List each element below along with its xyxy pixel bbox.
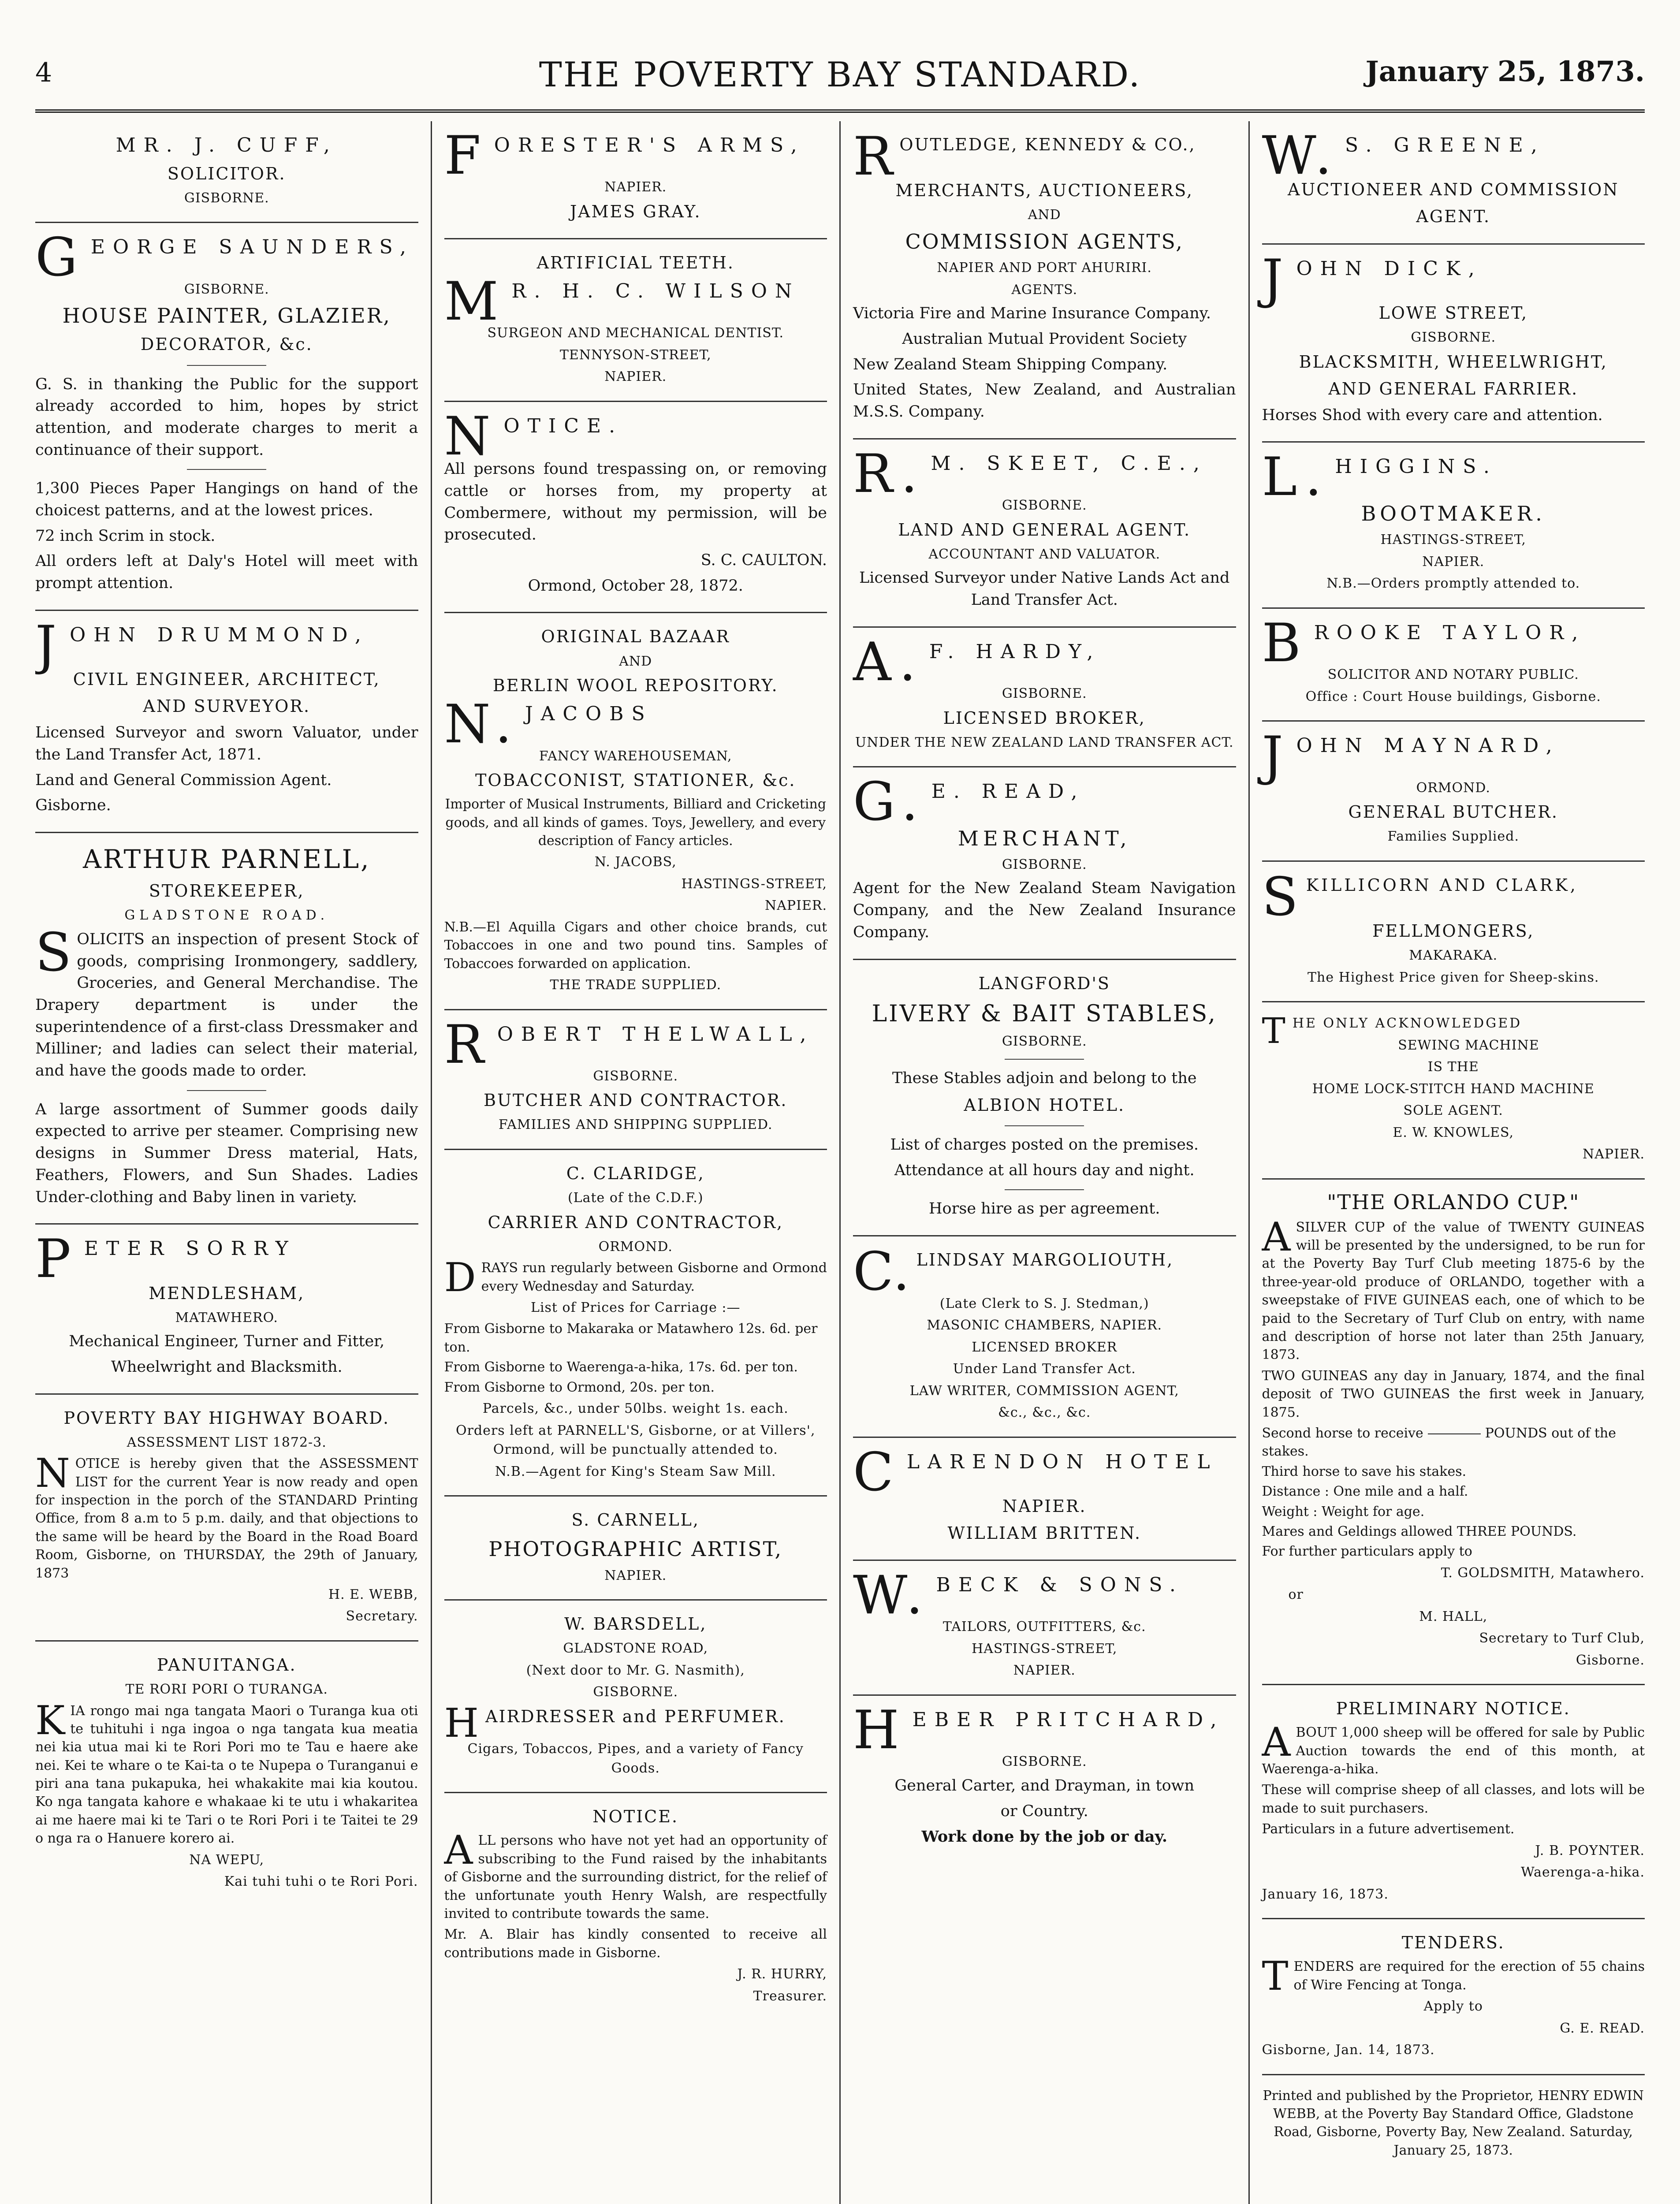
ad-role: AND SURVEYOR. [143,696,311,716]
ad-role: GENERAL BUTCHER. [1348,802,1558,822]
ad-owner: WILLIAM BRITTEN. [947,1523,1142,1543]
column-1 [35,121,431,2204]
divider [187,1090,266,1091]
ad-role: General Carter, and Drayman, in town [894,1776,1195,1794]
ad-saunders [35,223,418,611]
ad-name: HIGGINS. [1335,455,1497,478]
ad-initial: J [1262,248,1291,310]
ad-trade: Wheelwright and Blacksmith. [111,1358,343,1376]
ad-signature: G. E. READ. [1560,2020,1645,2036]
ad-role: STOREKEEPER, [149,881,305,901]
ad-role: CIVIL ENGINEER, ARCHITECT, [73,670,380,689]
ad-act: UNDER THE NEW ZEALAND LAND TRANSFER ACT. [855,734,1234,750]
ad-name: E. W. KNOWLES, [1393,1124,1514,1140]
ad-initial: N [35,1450,70,1497]
ad-title: PANUITANGA. [156,1655,297,1675]
ad-text: TWO GUINEAS any day in January, 1874, and the final deposit of TWO GUINEAS the first week in January, 1875. [1262,1368,1645,1420]
ad-agency: Victoria Fire and Marine Insurance Company. [853,305,1211,323]
ad-place: GISBORNE. [1411,330,1496,346]
ad-text: Parcels, &c., under 50lbs. weight 1s. each. [482,1401,789,1417]
ad-title: PRELIMINARY NOTICE. [1336,1699,1571,1719]
ad-heading: BERLIN WOOL REPOSITORY. [492,676,779,696]
ad-role: LICENSED BROKER, [943,708,1146,728]
ad-initial: A [1262,1719,1291,1766]
ad-role: BUTCHER AND CONTRACTOR. [484,1091,788,1110]
ad-skillicorn-clark [1262,862,1645,1002]
ad-etc: &c., &c., &c. [998,1405,1091,1421]
ad-place: ORMOND. [598,1239,673,1255]
ad-near: (Next door to Mr. G. Nasmith), [526,1662,745,1678]
ad-name: S. GREENE, [1345,134,1545,156]
ad-text: Second horse to receive [1262,1425,1423,1441]
ad-initial: N [444,406,499,467]
ad-signature: N. JACOBS, [594,854,677,870]
ad-supply: FAMILIES AND SHIPPING SUPPLIED. [498,1117,773,1133]
ad-place: GISBORNE. [184,190,269,206]
divider [187,469,266,470]
ad-name: S. CARNELL, [571,1510,700,1530]
ad-trade: HOUSE PAINTER, GLAZIER, [62,304,391,328]
ad-text: The Highest Price given for Sheep-skins. [1307,969,1599,985]
ad-routledge-kennedy [853,121,1236,439]
newspaper-title: THE POVERTY BAY STANDARD. [539,55,1141,95]
ad-text: These will comprise sheep of all classes, and lots will be made to suit purchasers. [1262,1782,1645,1816]
ad-agent-label: SOLE AGENT. [1403,1103,1503,1119]
ad-street: TENNYSON-STREET, [559,347,711,363]
ad-place: MAKARAKA. [1409,948,1498,964]
ad-chambers: MASONIC CHAMBERS, NAPIER. [927,1318,1162,1333]
ad-sewing-machine [1262,1002,1645,1180]
ad-role: SOLICITOR. [167,164,286,183]
ad-title: OTICE. [503,414,623,437]
ad-role: AND GENERAL FARRIER. [1328,379,1579,398]
ad-trade: Mechanical Engineer, Turner and Fitter, [69,1333,385,1351]
ad-name: ORESTER'S ARMS, [494,134,805,156]
ad-text: LL persons who have not yet had an opportunity of subscribing to the Fund raised by the inhabitants of Gisborne and the surrounding district, for the relief of the unfortunate youth Henry Walsh, are respectfully invited to contribute towards the same. [444,1833,827,1922]
ad-name: BECK & SONS. [936,1574,1184,1597]
ad-hotel: ALBION HOTEL. [964,1095,1125,1115]
ad-place: GISBORNE. [593,1068,678,1084]
ad-initial: N. [444,694,520,756]
ad-role: PHOTOGRAPHIC ARTIST, [488,1537,783,1561]
column-3 [839,121,1248,2204]
ad-text: All persons found trespassing on, or removing cattle or horses from, my property at Combermere, without my permission, will be prosecuted. [444,460,827,544]
ad-panuitanga [35,1642,418,1906]
ad-name: C. CLARIDGE, [566,1163,705,1183]
ad-initial: W. [853,1565,931,1627]
ad-maynard [1262,722,1645,861]
ad-initial: R [853,126,894,187]
ad-initial: A. [853,631,924,693]
ad-initial: J [35,614,65,676]
ad-role: AUCTIONEER AND COMMISSION [1287,180,1619,200]
ad-heading: HE ONLY ACKNOWLEDGED [1292,1016,1522,1031]
price-row: From Gisborne to Makaraka or Matawhero 12s. 6d. per ton. [444,1321,818,1355]
ad-initial: L. [1262,447,1330,508]
ad-sorry [35,1225,418,1394]
ad-street: HASTINGS-STREET, [1380,532,1526,548]
ad-name: EBER PRITCHARD, [912,1708,1225,1731]
ad-title: POVERTY BAY HIGHWAY BOARD. [63,1408,390,1428]
ad-initial: T [1262,1010,1287,1052]
ad-role: AGENT. [1416,207,1491,227]
price-row: From Gisborne to Ormond, 20s. per ton. [444,1379,715,1395]
ad-text: Land and General Commission Agent. [35,771,332,789]
ad-street: HASTINGS-STREET, [681,876,827,892]
ad-greene [1262,121,1645,245]
ad-text: Orders left at PARNELL'S, Gisborne, or at Villers', Ormond, will be punctually attended to. [456,1422,816,1458]
ad-name: W. BARSDELL, [564,1614,707,1634]
ad-street: LOWE STREET, [1378,303,1528,323]
ad-initial: G [35,227,86,289]
ad-name: ETER SORRY [84,1237,296,1260]
ad-drummond [35,611,418,833]
ad-text: POUNDS out of the stakes. [1262,1425,1617,1459]
ad-role: AIRDRESSER and PERFUMER. [485,1706,786,1726]
blank-dash [1428,1433,1481,1434]
ad-heading: ARTIFICIAL TEETH. [536,253,734,272]
ad-title: NOTICE. [592,1807,679,1827]
ad-signature: H. E. WEBB, [328,1586,418,1602]
ad-heading: IS THE [1427,1059,1479,1075]
ad-signature-role: Kai tuhi tuhi o te Rori Pori. [224,1874,418,1890]
ad-text: List of charges posted on the premises. [890,1136,1199,1154]
ad-initial: F [444,125,489,186]
ad-street: HASTINGS-STREET, [972,1641,1118,1657]
ad-apply: Apply to [1423,1999,1483,2014]
ad-role: SURGEON AND MECHANICAL DENTIST. [487,325,784,341]
ad-date: January 16, 1873. [1262,1886,1389,1902]
ad-text: Mares and Geldings allowed THREE POUNDS. [1262,1523,1577,1539]
issue-date: January 25, 1873. [1365,55,1645,88]
ad-beck-sons [853,1561,1236,1696]
ad-name: KILLICORN AND CLARK, [1306,875,1578,895]
ad-text: 72 inch Scrim in stock. [35,527,216,545]
ad-name: R. J. CUFF, [143,134,338,156]
ad-claridge [444,1150,827,1497]
divider [187,365,266,366]
ad-initial: J [1262,726,1291,787]
ad-street: GLADSTONE ROAD, [563,1641,708,1657]
ad-initial: S [35,922,72,983]
ad-initial: D [444,1255,476,1301]
ad-initial: P [35,1229,79,1290]
ad-place: GISBORNE. [1002,498,1087,514]
ad-initial: B [1262,612,1309,674]
ad-text: RAYS run regularly between Gisborne and Ormond every Wednesday and Saturday. [481,1260,827,1294]
ad-heading: ORIGINAL BAZAAR [541,627,730,647]
ad-role: LAND AND GENERAL AGENT. [898,520,1191,540]
ad-role: FELLMONGERS, [1372,921,1535,941]
ad-name: OHN MAYNARD, [1296,734,1560,757]
ad-role: BOOTMAKER. [1361,501,1546,525]
ad-initial: A [1262,1214,1291,1260]
masthead [35,40,1645,106]
ad-name: LARENDON HOTEL [906,1450,1218,1473]
ad-role: SOLICITOR AND NOTARY PUBLIC. [1327,667,1579,683]
ad-name: OBERT THELWALL, [497,1023,814,1046]
ad-initial: S [1262,866,1301,928]
ad-text: N.B.—El Aquilla Cigars and other choice brands, cut Tobaccoes in one and two pound tins. Samples of Tobaccoes forwarded on application. [444,919,827,972]
ad-text: Licensed Surveyor and sworn Valuator, under the Land Transfer Act, 1871. [35,724,418,764]
ad-place: GISBORNE. [1002,686,1087,702]
ad-role: ACCOUNTANT AND VALUATOR. [928,546,1161,562]
ad-initial: H [444,1700,480,1746]
ad-text: Licensed Surveyor under Native Lands Act and Land Transfer Act. [859,569,1230,609]
ad-role: MERCHANTS, AUCTIONEERS, [895,181,1193,201]
ad-text: All orders left at Daly's Hotel will meet with prompt attention. [35,552,418,592]
masthead-rule [35,109,1645,113]
ad-place: GISBORNE. [1002,1754,1087,1770]
ad-initial: W. [1262,125,1340,186]
ad-place: NAPIER. [604,179,667,195]
ad-highway-board [35,1395,418,1642]
ad-role: TOBACCONIST, STATIONER, &c. [475,771,796,790]
ad-thelwall [444,1010,827,1150]
ad-signature-role: Treasurer. [753,1988,827,2004]
ad-text: Horse hire as per agreement. [929,1200,1160,1218]
ad-signature: J. B. POYNTER. [1535,1843,1645,1858]
ad-places: NAPIER AND PORT AHURIRI. [937,260,1152,276]
ad-signature-place: Waerenga-a-hika. [1520,1865,1645,1880]
ad-brooke-taylor [1262,609,1645,722]
ad-name: LANGFORD'S [978,973,1110,993]
ad-name: M. SKEET, C.E., [931,452,1207,475]
ad-initial: T [1262,1953,1289,2000]
ad-act: Under Land Transfer Act. [953,1361,1136,1377]
ad-clarendon-hotel [853,1438,1236,1561]
ad-address: GLADSTONE ROAD. [124,908,329,923]
ad-parnell [35,833,418,1225]
ad-name: E. READ, [931,780,1085,803]
column-2 [431,121,840,2204]
ad-signature: M. HALL, [1419,1608,1488,1624]
ad-text: Importer of Musical Instruments, Billiard and Cricketing goods, and all kinds of games. Toys, Jewellery, and every description of Fancy articles. [445,797,827,849]
ad-name: F. HARDY, [929,640,1101,663]
ad-role: or Country. [1000,1802,1088,1820]
ad-walsh-fund-notice [444,1793,827,2020]
ad-signature: T. GOLDSMITH, Matawhero. [1441,1565,1645,1581]
ad-initial: M [444,271,507,333]
ad-signature-role: Secretary. [346,1608,418,1624]
ad-initial: C [853,1441,901,1503]
price-row: From Gisborne to Waerenga-a-hika, 17s. 6d. per ton. [444,1359,798,1375]
ad-initial: C. [853,1241,911,1303]
ad-supply: Families Supplied. [1387,829,1520,845]
imprint-text: Printed and published by the Proprietor, HENRY EDWIN WEBB, at the Poverty Bay Standard Office, Gladstone Road, Gisborne, Poverty Bay, New Zealand. Saturday, January 25, 1873. [1263,2088,1644,2158]
ad-text: BOUT 1,000 sheep will be offered for sale by Public Auction towards the end of this month, at Waerenga-a-hika. [1262,1725,1645,1777]
ad-text: SILVER CUP of the value of TWENTY GUINEAS will be presented by the undersigned, to be run for at the Poverty Bay Turf Club meeting 1875-6 by the three-year-old produce of ORLANDO, together with a sweepstake of FIVE GUINEAS each, one of which to be paid to the Secretary of Turf Club on entry, with name and description of horse not later than 25th January, 1873. [1262,1219,1645,1363]
ad-office: Office : Court House buildings, Gisborne. [1305,689,1601,704]
ad-initial: H [853,1699,907,1761]
ad-nb: N.B.—Orders promptly attended to. [1326,576,1580,592]
ad-agency: New Zealand Steam Shipping Company. [853,355,1168,373]
ad-text: N.B.—Agent for King's Steam Saw Mill. [495,1463,776,1479]
ad-subtitle: ASSESSMENT LIST 1872-3. [127,1434,327,1450]
ad-name: ROOKE TAYLOR, [1314,621,1586,644]
ad-role: LICENSED BROKER [972,1339,1118,1355]
ad-text: For further particulars apply to [1262,1544,1472,1560]
ad-role: CARRIER AND CONTRACTOR, [488,1212,784,1232]
ad-margoliouth [853,1236,1236,1437]
ad-place: GISBORNE. [184,281,269,297]
ad-date: Gisborne, Jan. 14, 1873. [1262,2042,1435,2058]
ad-agency: Australian Mutual Provident Society [902,330,1187,348]
ad-place: NAPIER. [1583,1147,1645,1162]
ad-place: GISBORNE. [1002,856,1087,872]
advertisement-columns [35,121,1645,2204]
ad-text: Third horse to save his stakes. [1262,1463,1467,1479]
ad-and: AND [1028,207,1061,223]
ad-hardy [853,628,1236,767]
ad-name: EORGE SAUNDERS, [90,236,414,259]
ad-langford-stables [853,960,1236,1237]
ad-role: TAILORS, OUTFITTERS, &c. [942,1619,1146,1635]
ad-role: BLACKSMITH, WHEELWRIGHT, [1299,352,1608,372]
ad-name: OUTLEDGE, KENNEDY & CO., [899,135,1196,154]
ad-barsdell [444,1601,827,1793]
ad-text: Agent for the New Zealand Steam Navigation Company, and the New Zealand Insurance Company. [853,879,1236,941]
ad-text: Mr. A. Blair has kindly consented to receive all contributions made in Gisborne. [444,1927,827,1961]
ad-text: G. S. in thanking the Public for the support already accorded to him, hopes by strict attention, and moderate charges to merit a continuance of their support. [35,375,418,459]
ad-pritchard [853,1696,1236,1863]
ad-initial: R. [853,443,926,505]
ad-roles: LAW WRITER, COMMISSION AGENT, [909,1383,1179,1399]
ad-former: (Late Clerk to S. J. Stedman,) [939,1296,1149,1311]
ad-read [853,767,1236,960]
ad-name: OHN DICK, [1296,257,1483,280]
ad-place: NAPIER. [765,898,827,914]
ad-place: NAPIER. [1013,1663,1076,1679]
price-list-title: List of Prices for Carriage :— [531,1299,741,1315]
ad-role: MERCHANT, [957,826,1131,850]
divider [1005,1059,1084,1060]
ad-higgins [1262,443,1645,608]
ad-cuff [35,121,418,223]
ad-signature-place: Gisborne. [1576,1652,1645,1668]
ad-text: Horses Shod with every care and attention. [1262,406,1603,424]
ad-heading: AND [619,653,652,669]
ad-text: Distance : One mile and a half. [1262,1484,1468,1500]
ad-heading: SEWING MACHINE [1398,1037,1539,1053]
ad-name: LINDSAY MARGOLIOUTH, [916,1250,1174,1270]
ad-role: COMMISSION AGENTS, [905,229,1184,253]
ad-place: NAPIER. [604,1567,667,1583]
ad-title: LIVERY & BAIT STABLES, [872,1000,1217,1027]
ad-initial: G. [853,771,926,833]
ad-signature: S. C. CAULTON. [700,551,827,570]
ad-text: A large assortment of Summer goods daily expected to arrive per steamer. Comprising new designs in Summer Dress material, Hats, Feathers, Flowers, and Sun Shades. Ladies Under-clothing and Baby linen in variety. [35,1100,418,1206]
ad-tagline: Work done by the job or day. [921,1828,1168,1846]
ad-title: TENDERS. [1401,1933,1505,1953]
ad-jacobs [444,613,827,1010]
ad-role: FANCY WAREHOUSEMAN, [539,748,732,764]
ad-goods: Cigars, Tobaccos, Pipes, and a variety of Fancy Goods. [467,1741,804,1776]
ad-place: ORMOND. [1416,780,1490,796]
ad-text: Attendance at all hours day and night. [894,1161,1195,1179]
ad-text: ENDERS are required for the erection of 55 chains of Wire Fencing at Tonga. [1293,1959,1645,1993]
ad-name: ARTHUR PARNELL, [82,844,371,875]
ad-signature: J. R. HURRY, [737,1966,827,1982]
ad-text: IA rongo mai nga tangata Maori o Turanga kua oti te tuhituhi i nga ingoa o nga tangata kua meatia nei kia utua mai ki te Rori Pori mo te Tau e haere ake nei. Kei te whare o te Kai-ta o te Nupepa o Turanganui e piri ana tana pukapuka, hei whakakite mai kia koutou. Ko nga tangata kahore e whakaae ki te utu i whakaritea ai me haere mai ki te Tari o te Rori Pori i te Taitei te 29 o nga ra o Hanuere korero ai. [35,1703,418,1847]
ad-place: NAPIER. [1422,554,1485,570]
ad-caulton-notice [444,402,827,614]
ad-house: MENDLESHAM, [149,1283,305,1303]
ad-subtitle: TE RORI PORI O TURANGA. [125,1682,328,1697]
divider [1005,1189,1084,1190]
ad-name: JACOBS [525,703,653,726]
ad-tenders [1262,1919,1645,2075]
divider [1005,1125,1084,1126]
ad-place: MATAWHERO. [175,1310,278,1325]
ad-title: "THE ORLANDO CUP." [1327,1190,1580,1214]
ad-signature-role: Secretary to Turf Club, [1479,1631,1645,1646]
ad-place: GISBORNE. [593,1684,678,1700]
ad-text: These Stables adjoin and belong to the [892,1069,1197,1087]
ad-dick [1262,245,1645,443]
ad-text: Gisborne. [35,797,111,815]
ad-initial: K [35,1697,65,1744]
ad-place: NAPIER. [604,369,667,385]
column-4 [1248,121,1645,2204]
ad-name: R. H. C. WILSON [511,280,800,303]
ad-wilson-dentist [444,239,827,402]
ad-text: Particulars in a future advertisement. [1262,1821,1515,1837]
ad-initial: A [444,1827,473,1874]
ad-agents: AGENTS. [1011,282,1078,298]
ad-former: (Late of the C.D.F.) [567,1190,704,1206]
ad-orlando-cup [1262,1180,1645,1686]
imprint [1262,2075,1645,2174]
ad-heading: HOME LOCK-STITCH HAND MACHINE [1312,1081,1594,1097]
ad-or: or [1288,1587,1304,1603]
ad-carnell [444,1497,827,1601]
ad-text: OTICE is hereby given that the ASSESSMENT LIST for the current Year is now ready and open for inspection in the porch of the STANDARD Printing Office, from 8 a.m to 5 p.m. daily, and that objections to the same will be heard by the Board in the Road Board Room, Gisborne, on THURSDAY, the 29th of January, 1873 [35,1456,418,1581]
ad-agency: United States, New Zealand, and Australian M.S.S. Company. [853,381,1236,421]
ad-place: NAPIER. [1002,1496,1087,1516]
page-number: 4 [35,57,52,88]
ad-trade: THE TRADE SUPPLIED. [550,977,722,993]
ad-initial: M [115,134,144,156]
ad-place: GISBORNE. [1002,1033,1087,1049]
ad-trade: DECORATOR, &c. [140,335,313,354]
ad-text: 1,300 Pieces Paper Hangings on hand of the choicest patterns, and at the lowest prices. [35,480,418,519]
ad-initial: R [444,1014,492,1076]
ad-foresters-arms [444,121,827,239]
ad-text: Weight : Weight for age. [1262,1504,1425,1519]
ad-owner: JAMES GRAY. [570,201,701,221]
ad-signature: NA WEPU, [189,1852,264,1868]
ad-place-date: Ormond, October 28, 1872. [528,577,743,595]
ad-text: OLICITS an inspection of present Stock of goods, comprising Ironmongery, saddlery, Groceries, and General Merchandise. The Drapery department is under the superintendence of a first-class Dressmaker and Milliner; and ladies can select their material, and have the goods made to order. [35,930,418,1080]
ad-skeet [853,439,1236,628]
ad-name: OHN DRUMMOND, [70,623,369,646]
ad-preliminary-notice [1262,1685,1645,1919]
